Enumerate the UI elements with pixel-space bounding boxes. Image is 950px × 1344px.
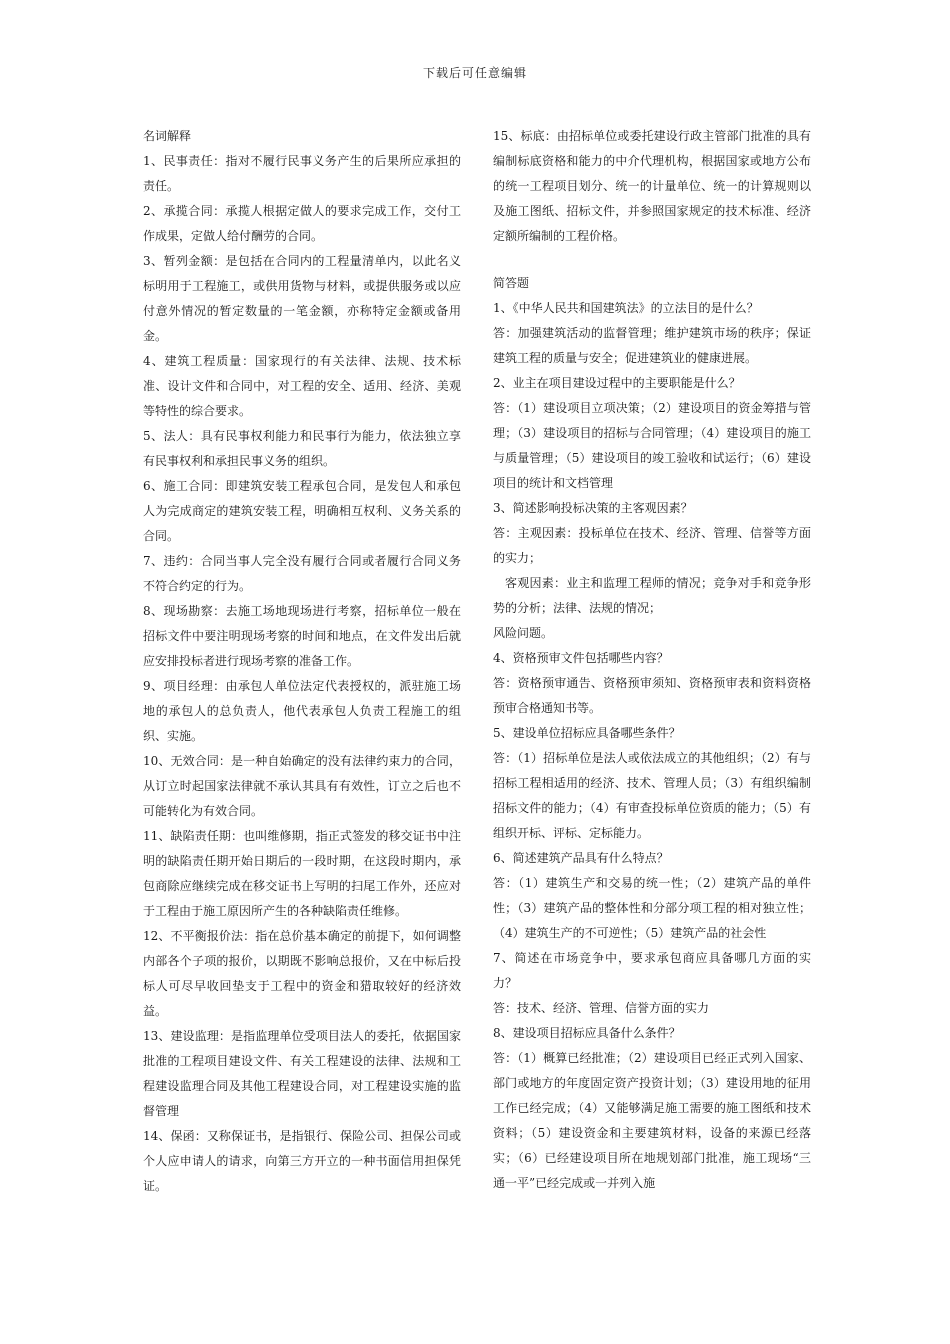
answer: 答：技术、经济、管理、信誉方面的实力 <box>493 1001 710 1015</box>
answer: 答：（1）招标单位是法人或依法成立的其他组织；（2）有与招标工程相适用的经济、技术、管理人员；（3）有组织编制招标文件的能力；（4）有审查投标单位资质的能力；（5）有组织开标、评标、定标能力。 <box>493 751 811 840</box>
term-item: 1、民事责任：指对不履行民事义务产生的后果所应承担的责任。 <box>143 154 461 193</box>
answer: 答：资格预审通告、资格预审须知、资格预审表和资料资格预审合格通知书等。 <box>493 676 811 715</box>
term-item: 13、建设监理：是指监理单位受项目法人的委托，依据国家批准的工程项目建设文件、有关工程建设的法律、法规和工程建设监理合同及其他工程建设合同，对工程建设实施的监督管理 <box>143 1029 461 1118</box>
term-item: 14、保函：又称保证书，是指银行、保险公司、担保公司或个人应申请人的请求，向第三方开立的一种书面信用担保凭证。 <box>143 1129 461 1193</box>
answer: 答：（1）建设项目立项决策；（2）建设项目的资金筹措与管理；（3）建设项目的招标与合同管理；（4）建设项目的施工与质量管理；（5）建设项目的竣工验收和试运行；（6）建设项目的统计和文档管理 <box>493 401 811 490</box>
answer: 答：（1）建筑生产和交易的统一性；（2）建筑产品的单件性；（3）建筑产品的整体性和分部分项工程的相对独立性；（4）建筑生产的不可逆性；（5）建筑产品的社会性 <box>493 876 811 940</box>
term-item: 9、项目经理：由承包人单位法定代表授权的，派驻施工场地的承包人的总负责人，他代表承包人负责工程施工的组织、实施。 <box>143 679 461 743</box>
answer-continued: 客观因素：业主和监理工程师的情况；竞争对手和竞争形势的分析；法律、法规的情况； <box>493 576 811 615</box>
question: 7、简述在市场竞争中，要求承包商应具备哪几方面的实力？ <box>493 951 811 990</box>
answer-continued: 风险问题。 <box>493 626 554 640</box>
question: 5、建设单位招标应具备哪些条件？ <box>493 726 681 740</box>
term-item: 2、承揽合同：承揽人根据定做人的要求完成工作，交付工作成果，定做人给付酬劳的合同。 <box>143 204 461 243</box>
question: 3、简述影响投标决策的主客观因素？ <box>493 501 693 515</box>
term-item: 6、施工合同：即建筑安装工程承包合同，是发包人和承包人为完成商定的建筑安装工程，明确相互权利、义务关系的合同。 <box>143 479 461 543</box>
section-title-questions: 简答题 <box>493 276 530 290</box>
term-item: 3、暂列金额：是包括在合同内的工程量清单内，以此名义标明用于工程施工，或供用货物与材料，或提供服务或以应付意外情况的暂定数量的一笔金额，亦称特定金额或备用金。 <box>143 254 461 343</box>
term-item: 11、缺陷责任期：也叫维修期，指正式签发的移交证书中注明的缺陷责任期开始日期后的一段时期，在这段时期内，承包商除应继续完成在移交证书上写明的扫尾工作外，还应对于工程由于施工原因所产生的各种缺陷责任维修。 <box>143 829 461 918</box>
page-header: 下载后可任意编辑 <box>422 66 527 80</box>
spacer <box>493 249 811 271</box>
left-column <box>143 124 461 1199</box>
term-item: 4、建筑工程质量：国家现行的有关法律、法规、技术标准、设计文件和合同中，对工程的安全、适用、经济、美观等特性的综合要求。 <box>143 354 461 418</box>
term-item: 8、现场勘察：去施工场地现场进行考察，招标单位一般在招标文件中要注明现场考察的时间和地点，在文件发出后就应安排投标者进行现场考察的准备工作。 <box>143 604 461 668</box>
question: 4、资格预审文件包括哪些内容？ <box>493 651 669 665</box>
term-item: 7、违约：合同当事人完全没有履行合同或者履行合同义务不符合约定的行为。 <box>143 554 461 593</box>
answer: 答：主观因素：投标单位在技术、经济、管理、信誉等方面的实力； <box>493 526 811 565</box>
term-item: 10、无效合同：是一种自始确定的没有法律约束力的合同，从订立时起国家法律就不承认其具有有效性，订立之后也不可能转化为有效合同。 <box>143 754 461 818</box>
question: 2、业主在项目建设过程中的主要职能是什么？ <box>493 376 741 390</box>
question: 6、简述建筑产品具有什么特点？ <box>493 851 669 865</box>
section-title-terms: 名词解释 <box>143 129 192 143</box>
question: 8、建设项目招标应具备什么条件？ <box>493 1026 681 1040</box>
term-item-15: 15、标底：由招标单位或委托建设行政主管部门批准的具有编制标底资格和能力的中介代理机构，根据国家或地方公布的统一工程项目划分、统一的计量单位、统一的计算规则以及施工图纸、招标文件，并参照国家规定的技术标准、经济定额所编制的工程价格。 <box>493 129 811 243</box>
right-column <box>493 124 811 1196</box>
answer: 答：加强建筑活动的监督管理；维护建筑市场的秩序；保证建筑工程的质量与安全；促进建筑业的健康进展。 <box>493 326 811 365</box>
term-item: 12、不平衡报价法：指在总价基本确定的前提下，如何调整内部各个子项的报价，以期既不影响总报价，又在中标后投标人可尽早收回垫支于工程中的资金和猎取较好的经济效益。 <box>143 929 461 1018</box>
term-item: 5、法人：具有民事权利能力和民事行为能力，依法独立享有民事权利和承担民事义务的组织。 <box>143 429 461 468</box>
answer: 答：（1）概算已经批准；（2）建设项目已经正式列入国家、部门或地方的年度固定资产投资计划；（3）建设用地的征用工作已经完成；（4）又能够满足施工需要的施工图纸和技术资料；（5）建设资金和主要建筑材料，设备的来源已经落实；（6）已经建设项目所在地规划部门批准，施工现场“三通一平”已经完成或一并列入施 <box>493 1051 811 1190</box>
question: 1、《中华人民共和国建筑法》的立法目的是什么？ <box>493 301 759 315</box>
